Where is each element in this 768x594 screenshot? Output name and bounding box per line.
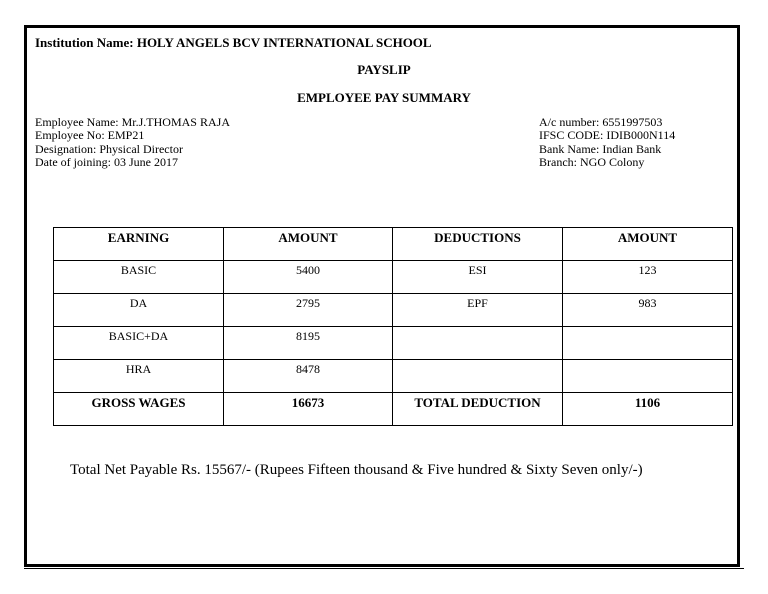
net-payable: Total Net Payable Rs. 15567/- (Rupees Fifteen thousand & Five hundred & Sixty Seven only/-) [70, 462, 643, 478]
deduction-amount-cell: 123 [563, 261, 733, 294]
earning-amount-cell: 8195 [224, 327, 393, 360]
employee-name: Employee Name: Mr.J.THOMAS RAJA [35, 115, 230, 129]
employee-number: Employee No: EMP21 [35, 128, 145, 143]
table-header-row [54, 228, 733, 261]
earning-cell: HRA [54, 360, 224, 393]
header-earning: EARNING [54, 228, 224, 261]
institution-name: Institution Name: HOLY ANGELS BCV INTERNATIONAL SCHOOL [35, 35, 432, 50]
ifsc-code: IFSC CODE: IDIB000N114 [539, 128, 676, 143]
employee-designation: Designation: Physical Director [35, 141, 183, 156]
deduction-cell: ESI [393, 261, 563, 294]
earning-cell: BASIC [54, 261, 224, 294]
header-earning-amount: AMOUNT [224, 228, 393, 261]
earning-amount-cell: 2795 [224, 294, 393, 327]
deduction-amount-cell [563, 360, 733, 393]
deduction-cell: EPF [393, 294, 563, 327]
header-deduction-amount: AMOUNT [563, 228, 733, 261]
table-row [54, 261, 733, 294]
earning-amount-cell: 8478 [224, 360, 393, 393]
total-deduction-label: TOTAL DEDUCTION [393, 393, 563, 426]
employee-details [35, 116, 230, 170]
date-of-joining: Date of joining: 03 June 2017 [35, 155, 178, 170]
account-number: A/c number: 6551997503 [539, 115, 663, 129]
bank-branch: Branch: NGO Colony [539, 155, 645, 170]
table-row [54, 294, 733, 327]
deduction-cell [393, 327, 563, 360]
bottom-divider [24, 568, 744, 569]
gross-wages-value: 16673 [224, 393, 393, 426]
deduction-amount-cell: 983 [563, 294, 733, 327]
deduction-amount-cell [563, 327, 733, 360]
earning-cell: DA [54, 294, 224, 327]
pay-table [53, 227, 733, 426]
total-deduction-value: 1106 [563, 393, 733, 426]
payslip-title: PAYSLIP [357, 62, 411, 77]
table-row [54, 327, 733, 360]
earning-amount-cell: 5400 [224, 261, 393, 294]
pay-summary-heading: EMPLOYEE PAY SUMMARY [297, 90, 471, 105]
table-row [54, 360, 733, 393]
bank-name: Bank Name: Indian Bank [539, 141, 662, 156]
header-deductions: DEDUCTIONS [393, 228, 563, 261]
earning-cell: BASIC+DA [54, 327, 224, 360]
bank-details [539, 116, 675, 170]
deduction-cell [393, 360, 563, 393]
gross-wages-label: GROSS WAGES [54, 393, 224, 426]
table-total-row [54, 393, 733, 426]
